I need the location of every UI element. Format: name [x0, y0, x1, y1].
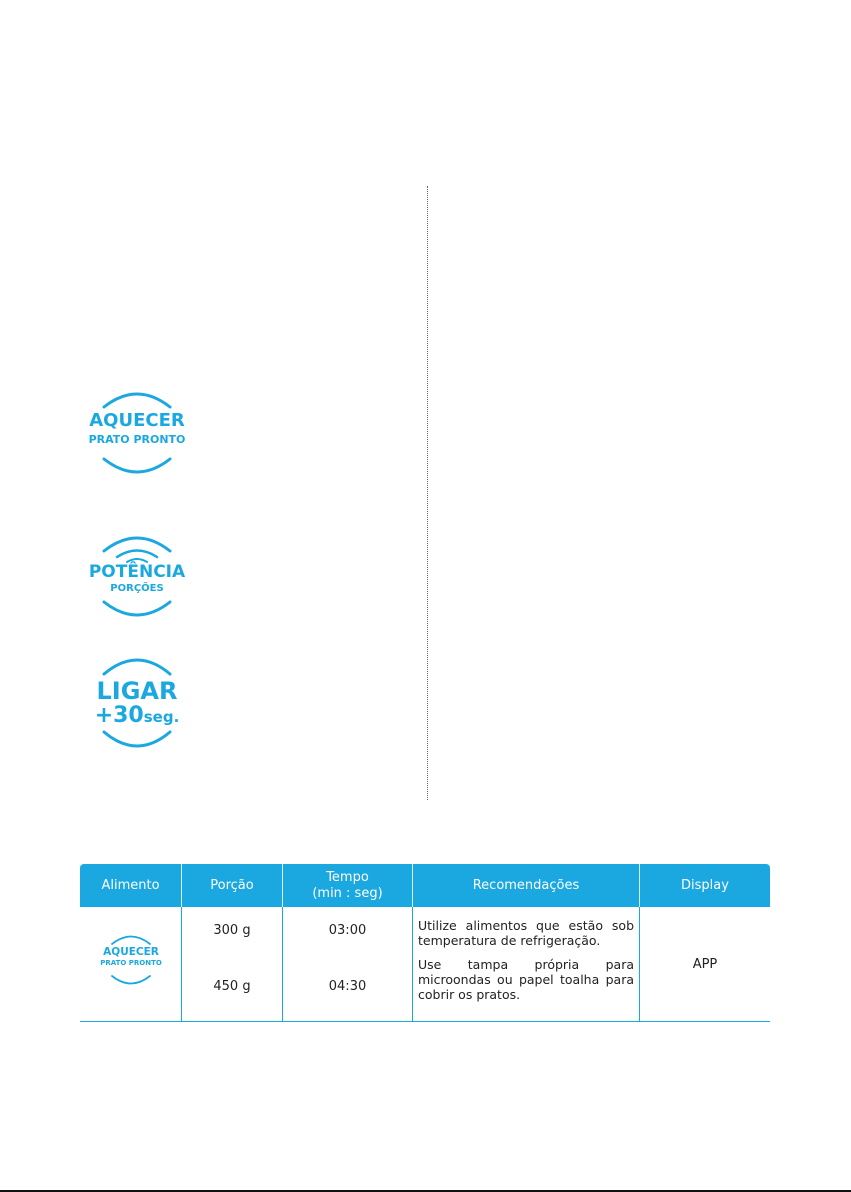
button-label-line1: AQUECER — [89, 410, 185, 431]
potencia-porcoes-button[interactable] — [84, 535, 190, 617]
header-food: Alimento — [80, 864, 182, 907]
button-label-suffix: seg. — [143, 708, 180, 726]
dotted-divider — [427, 186, 428, 800]
time-300: 03:00 — [328, 923, 367, 938]
button-label-line2: +30 — [94, 703, 144, 728]
cell-food — [80, 907, 182, 1021]
cooking-table — [80, 864, 770, 1022]
header-time-line2: (min : seg) — [312, 885, 383, 901]
header-portion: Porção — [182, 864, 283, 907]
ligar-30-seg-button[interactable] — [84, 657, 190, 749]
button-label-line1: LIGAR — [96, 677, 178, 705]
recommendation-1: Utilize alimentos que estão sob temperatura de refrigeração. — [418, 918, 634, 948]
header-time — [283, 864, 413, 907]
display-value: APP — [692, 957, 718, 972]
food-icon — [100, 935, 162, 985]
button-label-line2: PRATO PRONTO — [88, 433, 186, 446]
button-label-line2: PORÇÕES — [110, 583, 164, 594]
table-header — [80, 864, 770, 907]
portion-450: 450 g — [213, 979, 251, 994]
header-time-line1: Tempo — [326, 869, 369, 885]
button-label-line1: POTÊNCIA — [88, 562, 186, 582]
cell-recommendations — [413, 907, 640, 1021]
food-icon-line2: PRATO PRONTO — [100, 959, 162, 967]
aquecer-prato-pronto-button[interactable] — [84, 392, 190, 474]
time-450: 04:30 — [328, 979, 367, 994]
header-display: Display — [681, 877, 729, 893]
cell-time — [283, 907, 413, 1021]
table-row — [80, 907, 770, 1022]
recommendation-2: Use tampa própria para microondas ou papel toalha para cobrir os pratos. — [418, 957, 634, 1002]
header-recommendations: Recomendações — [413, 864, 640, 907]
portion-300: 300 g — [213, 923, 251, 938]
cell-portion — [182, 907, 283, 1021]
cell-display — [640, 907, 770, 1021]
food-icon-line1: AQUECER — [103, 946, 159, 958]
button-label-line2-wrap — [84, 705, 190, 727]
